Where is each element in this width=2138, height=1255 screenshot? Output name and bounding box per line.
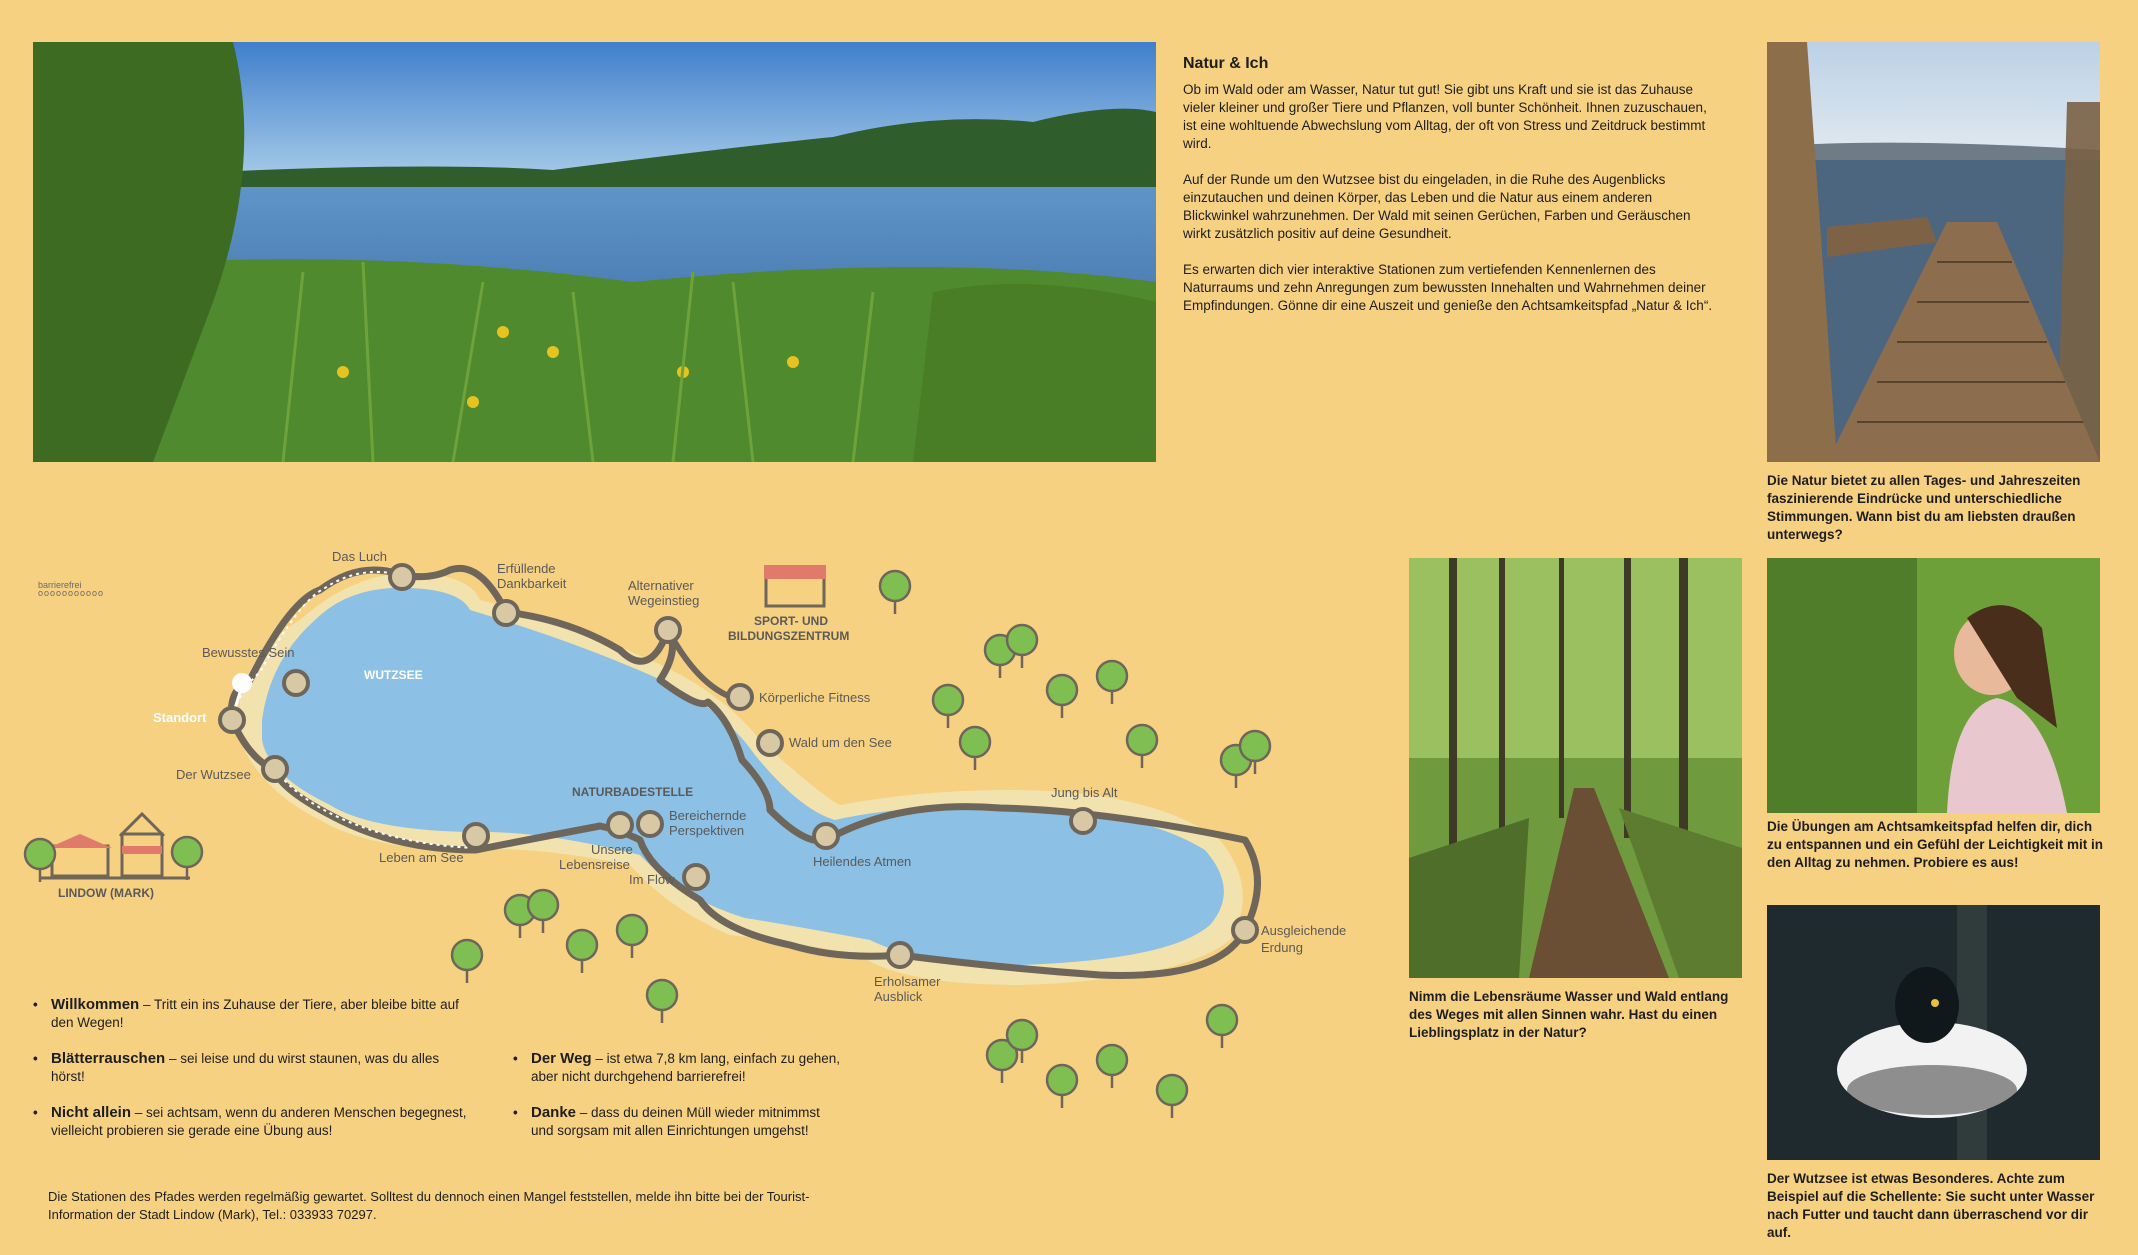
jetty-photo [1767,42,2100,462]
tree-icon [452,940,482,983]
tree-icon [1207,1005,1237,1048]
rule-der-weg: • Der Weg – ist etwa 7,8 km lang, einfach zu gehen, aber nicht durchgehend barrierefrei! [513,1050,840,1084]
lake-label: WUTZSEE [364,668,423,682]
rule-nicht-title: Nicht allein [51,1104,132,1121]
label-im-flow: Im Flow [629,872,675,887]
station-ausgleichende-erdung[interactable] [1233,918,1257,942]
rules-right [513,1050,843,1158]
station-im-flow[interactable] [684,865,708,889]
tree-icon [1047,1065,1077,1108]
tree-icon [933,685,963,728]
rule-willkommen-title: Willkommen [51,996,140,1013]
lake-water [262,588,1224,965]
forest-photo [1409,558,1742,978]
badestelle-label: NATURBADESTELLE [572,785,694,799]
label-leben-am-see: Leben am See [379,850,464,865]
tree-icon [647,980,677,1023]
station-unsere-lebensreise[interactable] [608,813,632,837]
footer-note: Die Stationen des Pfades werden regelmäßig gewartet. Solltest du dennoch einen Mangel feststellen, melde ihn bitte bei der Tourist-Information der Stadt Lindow (Mark), Tel.: 033933 70297. [48,1189,810,1222]
intro-paragraph-3: Es erwarten dich vier interaktive Stationen zum vertiefenden Kennenlernen des Naturraums und zehn Anregungen zum bewussten Innehalten und Wahrnehmen deiner Empfindungen. Gönne dir eine Auszeit und genieße den Achtsamkeitspfad „Natur & Ich“. [1183,262,1713,313]
station-der-wutzsee[interactable] [263,757,287,781]
intro-paragraph-2: Auf der Runde um den Wutzsee bist du eingeladen, in die Ruhe des Augenblicks einzutauchen und deinen Körper, das Leben und die Natur aus einem anderen Blickwinkel wahrzunehmen. Der Wald mit seinen Gerüchen, Farben und Geräuschen wirkt zusätzlich positiv auf deine Gesundheit. [1183,172,1691,241]
label-koerperliche-fitness: Körperliche Fitness [759,690,871,705]
sport-label-1: SPORT- UND [754,614,829,628]
rule-nicht-text: – sei achtsam, wenn du anderen Menschen begegnest, vielleicht probieren sie gerade eine Übung aus! [51,1105,467,1138]
station-alternativer-wegeinstieg[interactable] [656,618,680,642]
station-wald-um-den-see[interactable] [758,731,782,755]
station-koerperliche-fitness[interactable] [728,685,752,709]
tree-icon [1047,675,1077,718]
label-bereichernde-2: Perspektiven [669,823,745,838]
rules-left [33,996,473,1158]
sport-label-2: BILDUNGSZENTRUM [728,629,850,643]
rule-weg-text: – ist etwa 7,8 km lang, einfach zu gehen, aber nicht durchgehend barrierefrei! [531,1051,840,1084]
label-alternativer-2: Wegeinstieg [628,593,700,608]
forest-caption: Nimm die Lebensräume Wasser und Wald entlang des Weges mit allen Sinnen wahr. Hast du einen Lieblingsplatz in der Natur? [1409,989,1729,1040]
label-ausgleichende-1: Ausgleichende [1261,923,1347,938]
label-ausgleichende-2: Erdung [1261,940,1303,955]
station-erholsamer-ausblick[interactable] [888,943,912,967]
label-bewusstes-sein: Bewusstes Sein [202,645,295,660]
intro-title: Natur & Ich [1183,55,1269,72]
label-unsere-1: Unsere [591,842,633,857]
rule-danke-text: – dass du deinen Müll wieder mitnimmst und sorgsam mit allen Einrichtungen umgehst! [531,1105,820,1138]
woman-caption: Die Übungen am Achtsamkeitspfad helfen dir, dich zu entspannen und ein Gefühl der Leichtigkeit mit in den Alltag zu nehmen. Probiere es aus! [1767,819,2104,870]
tree-icon [528,890,558,933]
barrierefrei-label: barrierefrei [38,580,82,590]
tree-icon [960,727,990,770]
rule-blaetterrauschen: • Blätterrauschen – sei leise und du wirst staunen, was du alles hörst! [33,1050,440,1084]
intro-text [1183,55,1713,333]
rule-nicht-allein: • Nicht allein – sei achtsam, wenn du anderen Menschen begegnest, vielleicht probieren sie gerade eine Übung aus! [33,1104,467,1138]
rule-willkommen-text: – Tritt ein ins Zuhause der Tiere, aber bleibe bitte auf den Wegen! [51,997,459,1030]
woman-photo [1767,558,2100,813]
station-jung-bis-alt[interactable] [1071,809,1095,833]
label-erfuellende-2: Dankbarkeit [497,576,567,591]
rule-danke: • Danke – dass du deinen Müll wieder mitnimmst und sorgsam mit allen Einrichtungen umgehst! [513,1104,820,1138]
town-label: LINDOW (MARK) [58,886,154,900]
label-jung-bis-alt: Jung bis Alt [1051,785,1118,800]
label-unsere-2: Lebensreise [559,857,630,872]
station-standort[interactable] [220,708,244,732]
station-das-luch[interactable] [390,565,414,589]
town-icon [40,814,190,878]
tree-icon [172,837,202,880]
label-der-wutzsee: Der Wutzsee [176,767,251,782]
rule-willkommen: • Willkommen – Tritt ein ins Zuhause der Tiere, aber bleibe bitte auf den Wegen! [33,996,459,1030]
label-standort: Standort [153,710,207,725]
station-leben-am-see[interactable] [464,824,488,848]
tree-icon [880,571,910,614]
label-bereichernde-1: Bereichernde [669,808,747,823]
standort-marker [232,673,252,693]
barrierefrei-symbol: ooooooooooo [38,588,105,598]
rule-danke-title: Danke [531,1104,577,1121]
intro-paragraph-1: Ob im Wald oder am Wasser, Natur tut gut! Sie gibt uns Kraft und sie ist das Zuhause vieler kleiner und großer Tiere und Pflanzen, voll bunter Schönheit. Ihnen zuzuschauen, ist eine wohltuende Abwechslung vom Alltag, der oft von Stress und Zeitdruck bestimmt wird. [1183,82,1707,151]
tree-icon [1007,625,1037,668]
duck-caption: Der Wutzsee ist etwas Besonderes. Achte zum Beispiel auf die Schellente: Sie sucht unter Wasser nach Futter und taucht dann überraschend vor dir auf. [1767,1171,2095,1240]
duck-photo [1767,905,2100,1160]
jetty-caption: Die Natur bietet zu allen Tages- und Jahreszeiten faszinierende Eindrücke und unterschiedliche Stimmungen. Wann bist du am liebsten draußen unterwegs? [1767,473,2081,542]
trail-map [0,520,1347,1020]
label-wald-um-den-see: Wald um den See [789,735,892,750]
label-alternativer-1: Alternativer [628,578,694,593]
station-heilendes-atmen[interactable] [814,824,838,848]
rule-blaetter-title: Blätterrauschen [51,1050,166,1067]
tree-icon [1097,661,1127,704]
tree-icon [1157,1075,1187,1118]
lake-photo [33,42,1156,462]
label-erholsamer-2: Ausblick [874,989,923,1004]
sport-center-icon [764,565,826,606]
tree-icon [1097,1045,1127,1088]
tree-icon [1127,725,1157,768]
station-bewusstes-sein[interactable] [284,671,308,695]
station-erfuellende-dankbarkeit[interactable] [494,601,518,625]
label-das-luch: Das Luch [332,549,387,564]
station-bereichernde-perspektiven[interactable] [638,812,662,836]
label-erholsamer-1: Erholsamer [874,974,941,989]
tree-icon [617,915,647,958]
tree-icon [567,930,597,973]
label-erfuellende-1: Erfüllende [497,561,556,576]
label-heilendes-atmen: Heilendes Atmen [813,854,912,869]
rule-weg-title: Der Weg [531,1050,592,1067]
rule-blaetter-text: – sei leise und du wirst staunen, was du alles hörst! [51,1051,440,1084]
